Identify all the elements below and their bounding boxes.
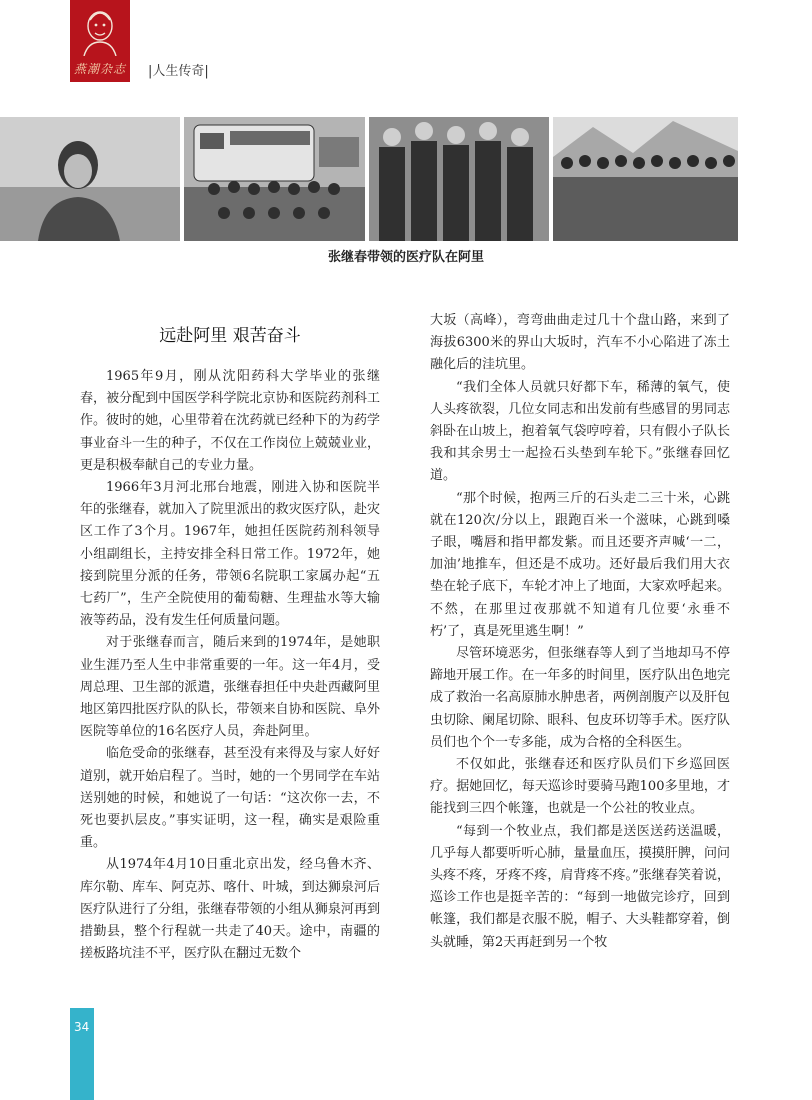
paragraph: 不仅如此，张继春还和医疗队员们下乡巡回医疗。据她回忆，每天巡诊时要骑马跑100多里地，才能找到三四个帐篷，也就是一个公社的牧业点。 bbox=[430, 757, 730, 817]
photo-bus-group bbox=[184, 117, 365, 241]
portrait-logo-icon bbox=[76, 4, 124, 56]
photo-team-standing bbox=[369, 117, 549, 241]
photo-portrait bbox=[0, 117, 180, 241]
paragraph: 1965年9月，刚从沈阳药科大学毕业的张继春，被分配到中国医学科学院北京协和医院药剂科工作。彼时的她，心里带着在沈药就已经种下的为药学事业奋斗一生的种子，不仅在工作岗位上兢兢业业，更是积极奉献自己的专业力量。 bbox=[80, 369, 380, 473]
paragraph: 临危受命的张继春，甚至没有来得及与家人好好道别，就开始启程了。当时，她的一个男同学在车站送别她的时候，和她说了一句话：“这次你一去，不死也要扒层皮。”事实证明，这一程，确实是艰险重重。 bbox=[80, 746, 380, 851]
section-label: |人生传奇| bbox=[148, 64, 209, 79]
magazine-name: 燕潮杂志 bbox=[74, 62, 127, 76]
article-left-column bbox=[80, 366, 380, 965]
photo-caption: 张继春带领的医疗队在阿里 bbox=[327, 250, 484, 265]
article-heading: 远赴阿里 艰苦奋斗 bbox=[159, 326, 301, 346]
photo-strip bbox=[0, 117, 812, 241]
paragraph: 尽管环境恶劣，但张继春等人到了当地却马不停蹄地开展工作。在一年多的时间里，医疗队出色地完成了救治一名高原肺水肿患者，两例剖腹产以及肝包虫切除、阑尾切除、眼科、包皮环切等手术。医疗队员们也个个一专多能，成为合格的全科医生。 bbox=[430, 646, 730, 750]
paragraph: “那个时候，抱两三斤的石头走二三十米，心跳就在120次/分以上，跟跑百米一个滋味，心跳到嗓子眼，嘴唇和指甲都发紫。而且还要齐声喊‘一二，加油’地推车，但还是不成功。还好最后我们用大衣垫在轮子底下，车轮才冲上了地面，大家欢呼起来。不然，在那里过夜那就不知道有几位要‘永垂不朽’了，真是死里逃生啊！” bbox=[430, 490, 730, 639]
paragraph: “我们全体人员就只好都下车，稀薄的氧气，使人头疼欲裂，几位女同志和出发前有些感冒的男同志斜卧在山坡上，抱着氧气袋哼哼着，只有假小子队长我和其余男士一起捡石头垫到车轮下。”张继春回忆道。 bbox=[430, 379, 730, 484]
paragraph: 1966年3月河北邢台地震，刚进入协和医院半年的张继春，就加入了院里派出的救灾医疗队，赴灾区工作了3个月。1967年，她担任医院药剂科领导小组副组长，主持安排全科日常工作。1972年，她接到院里分派的任务，带领6名院职工家属办起“五七药厂”，生产全院使用的葡萄糖、生理盐水等大输液等药品，没有发生任何质量问题。 bbox=[80, 480, 380, 629]
paragraph: 大坂（高峰），弯弯曲曲走过几十个盘山路，来到了海拔6300米的界山大坂时，汽车不小心陷进了冻土融化后的洼坑里。 bbox=[430, 313, 730, 373]
paragraph: “每到一个牧业点，我们都是送医送药送温暖，几乎每人都要听听心肺，量量血压，摸摸肝脾，问问头疼不疼，牙疼不疼，肩背疼不疼。”张继春笑着说，巡诊工作也是挺辛苦的：“每到一地做完诊疗，回到帐篷，我们都是衣服不脱，帽子、大头鞋都穿着，倒头就睡，第2天再赶到另一个牧 bbox=[430, 823, 730, 950]
photo-large-group bbox=[553, 117, 738, 241]
paragraph: 从1974年4月10日重北京出发，经乌鲁木齐、库尔勒、库车、阿克苏、喀什、叶城，到达狮泉河后医疗队进行了分组，张继春带领的小组从狮泉河再到措勤县，整个行程就一共走了40天。途中，南疆的搓板路坑洼不平，医疗队在翻过无数个 bbox=[80, 857, 380, 962]
article-right-column bbox=[430, 310, 730, 954]
page-number: 34 bbox=[74, 1020, 90, 1034]
paragraph: 对于张继春而言，随后来到的1974年，是她职业生涯乃至人生中非常重要的一年。这一年4月，受周总理、卫生部的派遣，张继春担任中央赴西藏阿里地区第四批医疗队的队长，带领来自协和医院、阜外医院等单位的16名医疗人员，奔赴阿里。 bbox=[80, 635, 380, 740]
